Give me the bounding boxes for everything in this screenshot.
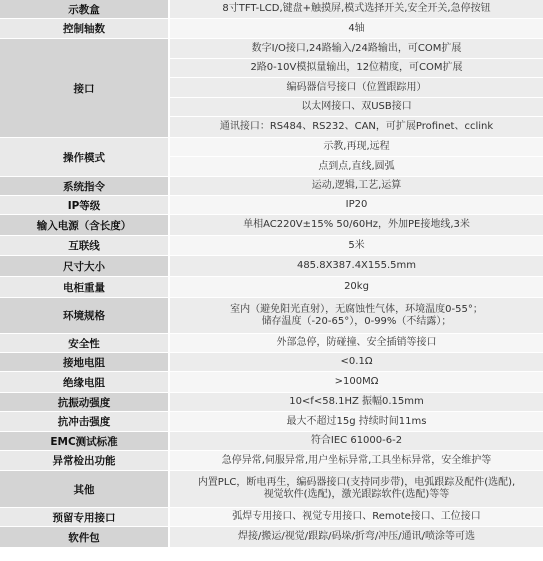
spec-row (0, 19, 543, 39)
spec-label: 控制轴数 (0, 19, 170, 38)
spec-label: 电柜重量 (0, 277, 170, 297)
spec-value-line: 485.8X387.4X155.5mm (296, 260, 417, 271)
spec-values (170, 508, 543, 526)
spec-value (170, 138, 543, 157)
spec-value (170, 256, 543, 276)
spec-value (170, 0, 543, 18)
spec-values (170, 353, 543, 371)
spec-label: EMC测试标准 (0, 432, 170, 450)
spec-label: 输入电源（含长度） (0, 215, 170, 235)
spec-row (0, 412, 543, 432)
spec-values (170, 527, 543, 547)
spec-values (170, 277, 543, 297)
spec-value (170, 39, 543, 59)
spec-value-line: >100MΩ (334, 376, 379, 387)
spec-label: 系统指令 (0, 177, 170, 195)
spec-value (170, 298, 543, 333)
spec-row (0, 527, 543, 548)
spec-value (170, 78, 543, 98)
spec-value (170, 19, 543, 38)
spec-value-line: 内置PLC，断电再生，编码器接口(支持同步带)，电弧跟踪及配件(选配), (197, 477, 516, 488)
spec-label: 尺寸大小 (0, 256, 170, 276)
spec-value (170, 157, 543, 176)
spec-values (170, 19, 543, 38)
spec-label: 抗振动强度 (0, 393, 170, 411)
spec-values (170, 215, 543, 235)
spec-value (170, 412, 543, 431)
spec-label: IP等级 (0, 196, 170, 214)
spec-values (170, 298, 543, 333)
spec-value-line: 通讯接口：RS484、RS232、CAN，可扩展Profinet、cclink (219, 121, 494, 132)
spec-label: 预留专用接口 (0, 508, 170, 526)
spec-row (0, 215, 543, 236)
spec-value-line: 急停异常,伺服异常,用户坐标异常,工具坐标异常，安全维护等 (221, 454, 492, 466)
spec-value-line: 焊接/搬运/视觉/跟踪/码垛/折弯/冲压/通讯/喷涂等可选 (238, 531, 475, 542)
spec-row (0, 372, 543, 393)
spec-value-line: 8寸TFT-LCD,键盘+触摸屏,模式选择开关,安全开关,急停按钮 (222, 3, 491, 14)
spec-row (0, 196, 543, 215)
spec-values (170, 451, 543, 470)
spec-value-line: 运动,逻辑,工艺,运算 (311, 180, 402, 191)
spec-row (0, 353, 543, 372)
spec-value (170, 508, 543, 526)
spec-value-line: 数字I/O接口,24路输入/24路输出，可COM扩展 (251, 42, 462, 54)
spec-row (0, 138, 543, 177)
spec-value (170, 59, 543, 78)
spec-values (170, 39, 543, 137)
spec-value (170, 98, 543, 117)
spec-row (0, 277, 543, 298)
spec-row (0, 432, 543, 451)
spec-row (0, 393, 543, 412)
spec-value-line: 10<f<58.1HZ 振幅0.15mm (289, 396, 424, 407)
spec-value-line: 室内（避免阳光直射），无腐蚀性气体，环境温度0-55°； (230, 303, 483, 315)
spec-value-line: 最大不超过15g 持续时间11ms (286, 415, 427, 427)
spec-row (0, 451, 543, 471)
spec-value (170, 372, 543, 392)
spec-value-line: 2路0-10V模拟量输出，12位精度，可COM扩展 (250, 62, 463, 73)
spec-values (170, 196, 543, 214)
spec-label: 软件包 (0, 527, 170, 547)
spec-value (170, 353, 543, 371)
spec-label: 异常检出功能 (0, 451, 170, 470)
spec-label: 示教盒 (0, 0, 170, 18)
spec-values (170, 334, 543, 352)
spec-row (0, 236, 543, 256)
spec-value (170, 177, 543, 195)
spec-value-line: 点到点,直线,圆弧 (318, 160, 395, 172)
spec-value-line: 示教,再现,远程 (323, 141, 390, 152)
spec-label: 接地电阻 (0, 353, 170, 371)
spec-values (170, 412, 543, 431)
spec-label: 安全性 (0, 334, 170, 352)
spec-values (170, 432, 543, 450)
spec-values (170, 256, 543, 276)
spec-row (0, 0, 543, 19)
spec-label: 抗冲击强度 (0, 412, 170, 431)
spec-values (170, 393, 543, 411)
spec-values (170, 372, 543, 392)
spec-value-line: IP20 (345, 199, 368, 210)
spec-values (170, 0, 543, 18)
spec-value-line: 20kg (344, 281, 369, 292)
spec-value-line: 4轴 (348, 22, 365, 34)
spec-value (170, 117, 543, 137)
spec-value-line: 储存温度（-20-65°），0-99%（不结露）； (261, 315, 452, 327)
spec-value-line: <0.1Ω (340, 356, 373, 367)
spec-values (170, 138, 543, 176)
spec-label: 互联线 (0, 236, 170, 255)
spec-values (170, 236, 543, 255)
spec-value (170, 277, 543, 297)
spec-value-line: 单相AC220V±15% 50/60Hz，外加PE接地线,3米 (243, 219, 470, 230)
spec-value-line: 编码器信号接口（位置跟踪用） (286, 81, 427, 93)
spec-label: 接口 (0, 39, 170, 137)
spec-values (170, 177, 543, 195)
spec-value (170, 471, 543, 507)
spec-row (0, 39, 543, 138)
spec-value-line: 外部急停，防碰撞、安全插销等接口 (276, 337, 437, 348)
spec-row (0, 471, 543, 508)
spec-value-line: 以太网接口、双USB接口 (301, 101, 412, 112)
spec-value (170, 215, 543, 235)
spec-value (170, 393, 543, 411)
spec-value-line: 符合IEC 61000-6-2 (310, 435, 403, 446)
spec-value (170, 527, 543, 547)
spec-value (170, 451, 543, 470)
spec-row (0, 298, 543, 334)
spec-label: 其他 (0, 471, 170, 507)
spec-values (170, 471, 543, 507)
spec-value (170, 432, 543, 450)
spec-value (170, 236, 543, 255)
spec-row (0, 256, 543, 277)
spec-value (170, 334, 543, 352)
spec-row (0, 177, 543, 196)
spec-row (0, 508, 543, 527)
spec-row (0, 334, 543, 353)
spec-label: 环境规格 (0, 298, 170, 333)
spec-value-line: 视觉软件(选配)，激光跟踪软件(选配)等等 (263, 489, 450, 500)
spec-label: 绝缘电阻 (0, 372, 170, 392)
spec-value-line: 5米 (348, 239, 365, 251)
spec-label: 操作模式 (0, 138, 170, 176)
spec-value-line: 弧焊专用接口、视觉专用接口、Remote接口、工位接口 (232, 511, 481, 522)
spec-value (170, 196, 543, 214)
